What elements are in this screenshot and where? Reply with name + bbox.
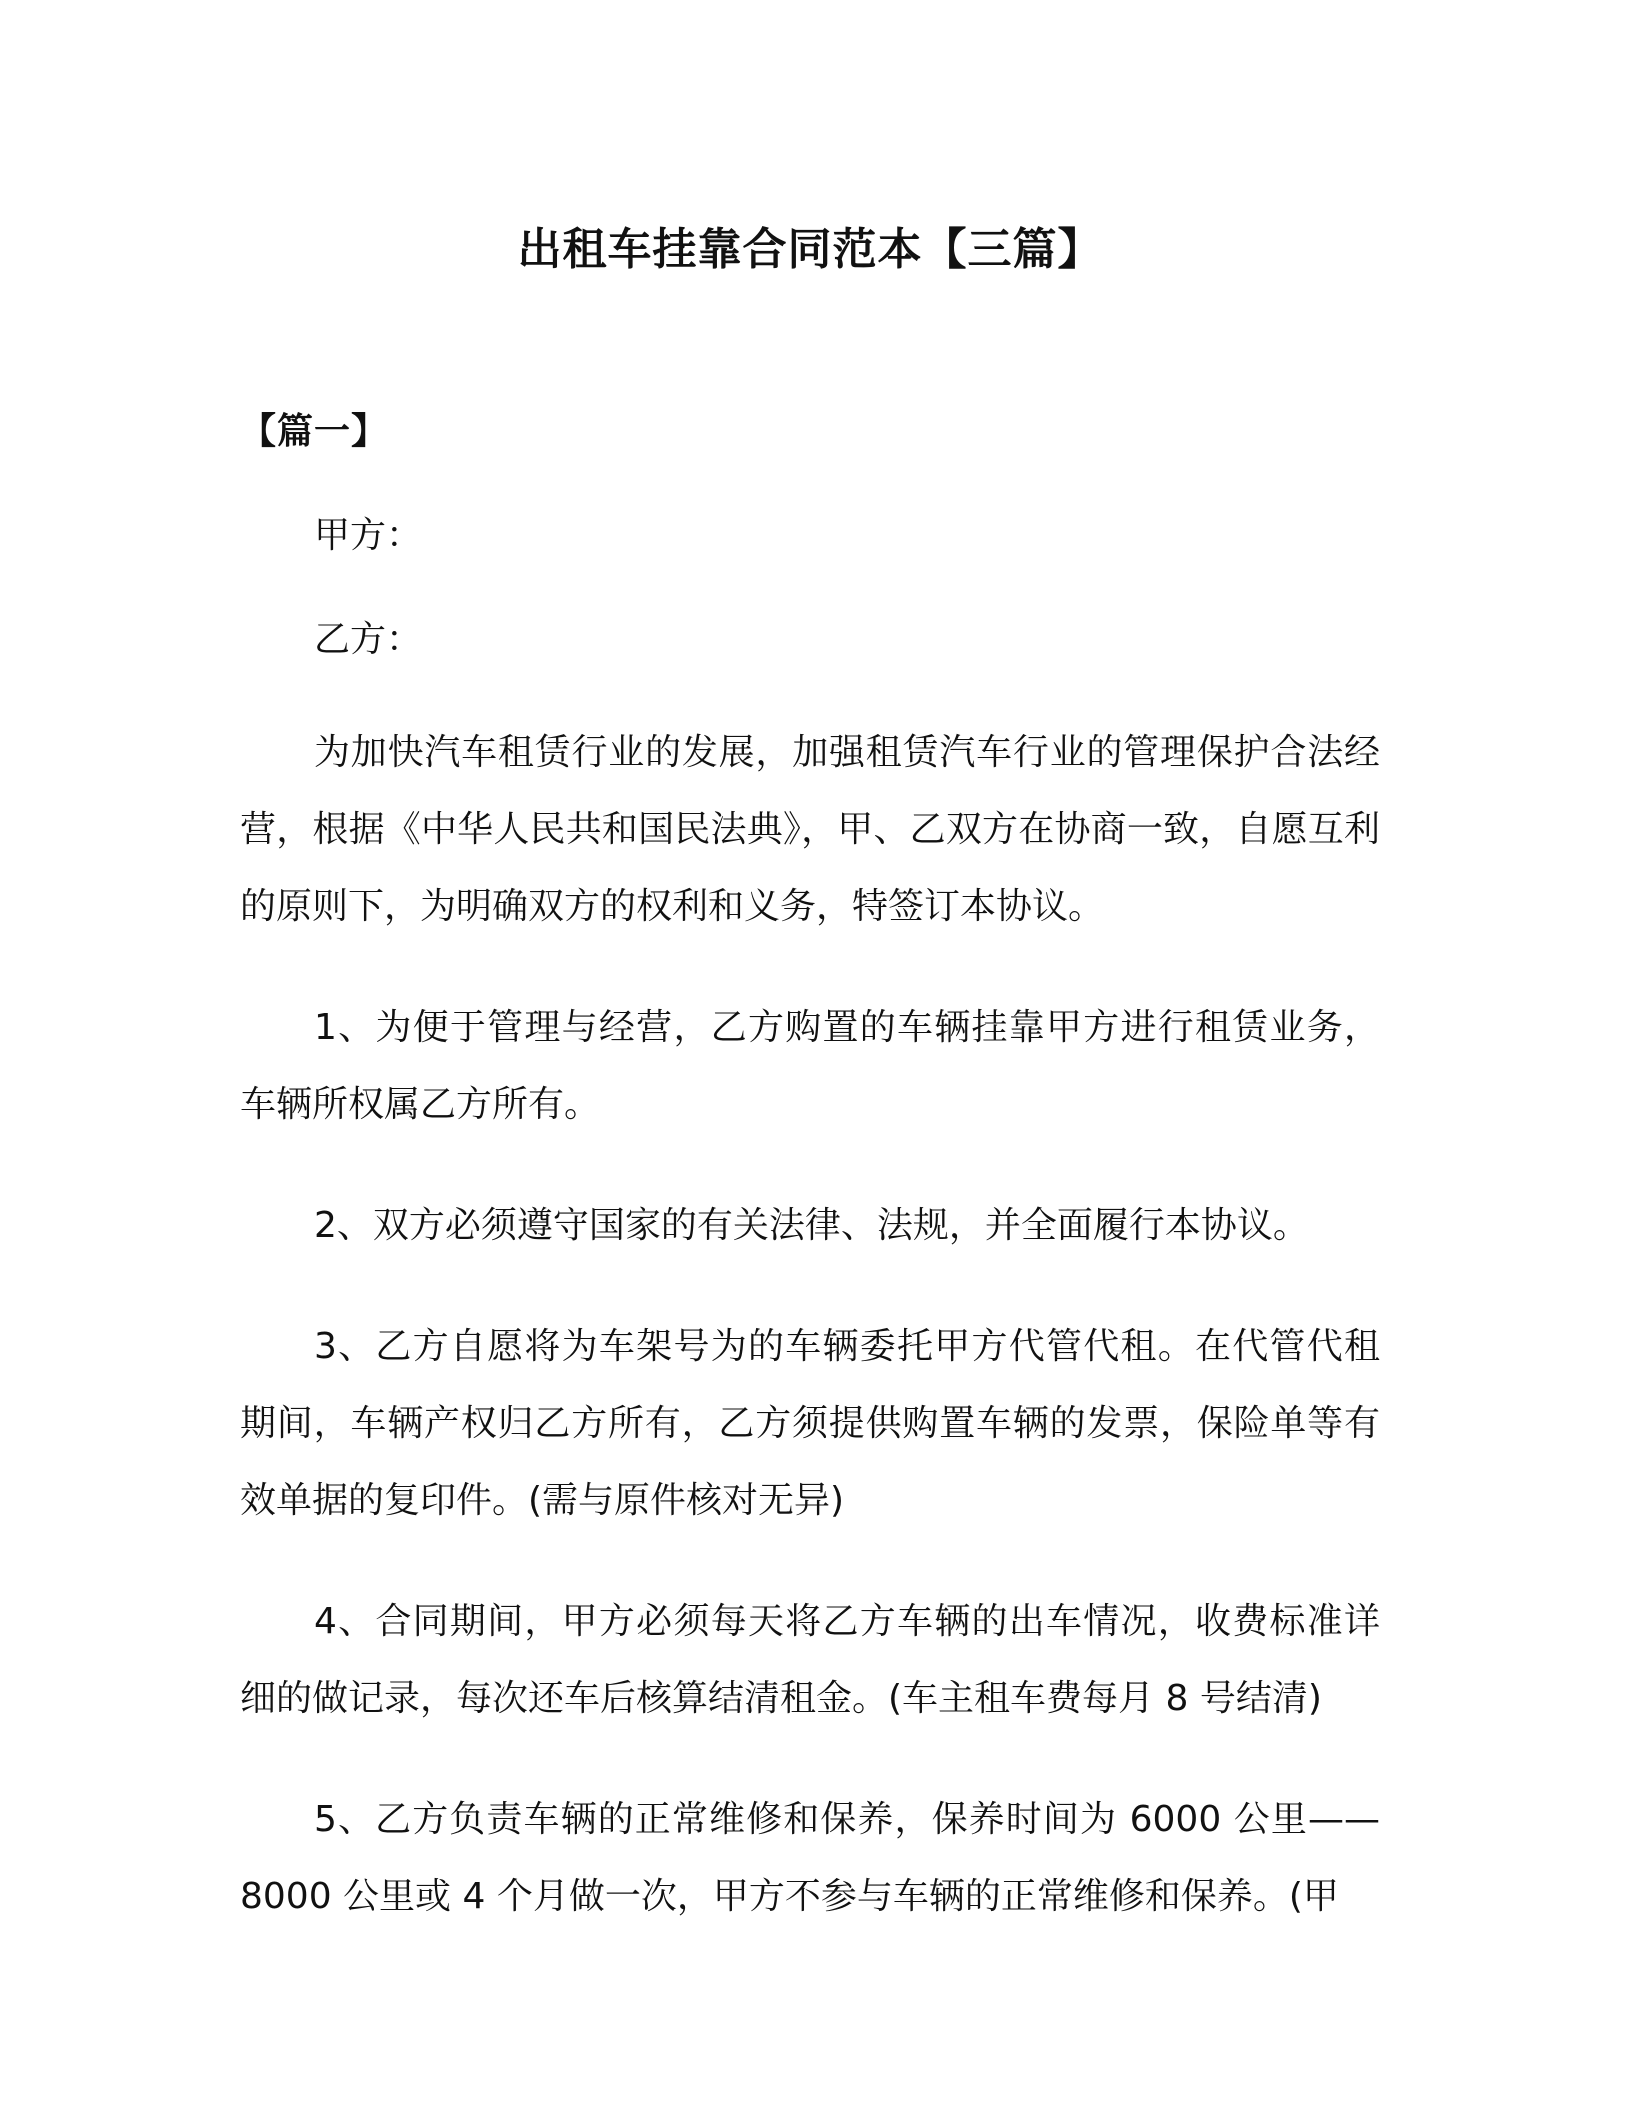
party-a-label: 甲方： <box>314 515 423 556</box>
clause-2: 2、双方必须遵守国家的有关法律、法规，并全面履行本协议。 <box>314 1205 1309 1246</box>
document-body <box>240 218 1380 1935</box>
section-heading: 【篇一】 <box>240 411 389 452</box>
clause-1: 1、为便于管理与经营，乙方购置的车辆挂靠甲方进行租赁业务，车辆所权属乙方所有。 <box>240 1007 1380 1125</box>
intro-paragraph: 为加快汽车租赁行业的发展，加强租赁汽车行业的管理保护合法经营，根据《中华人民共和国民法典》，甲、乙双方在协商一致，自愿互利的原则下，为明确双方的权利和义务，特签订本协议。 <box>240 732 1380 927</box>
clause-4: 4、合同期间，甲方必须每天将乙方车辆的出车情况，收费标准详细的做记录，每次还车后核算结清租金。(车主租车费每月 8 号结清) <box>240 1601 1380 1719</box>
document-title: 出租车挂靠合同范本【三篇】 <box>517 224 1103 275</box>
clause-3: 3、乙方自愿将为车架号为的车辆委托甲方代管代租。在代管代租期间，车辆产权归乙方所有，乙方须提供购置车辆的发票，保险单等有效单据的复印件。(需与原件核对无异) <box>240 1326 1380 1521</box>
clause-5: 5、乙方负责车辆的正常维修和保养，保养时间为 6000 公里——8000 公里或 4 个月做一次，甲方不参与车辆的正常维修和保养。(甲 <box>240 1799 1380 1917</box>
party-b-label: 乙方： <box>314 619 423 660</box>
